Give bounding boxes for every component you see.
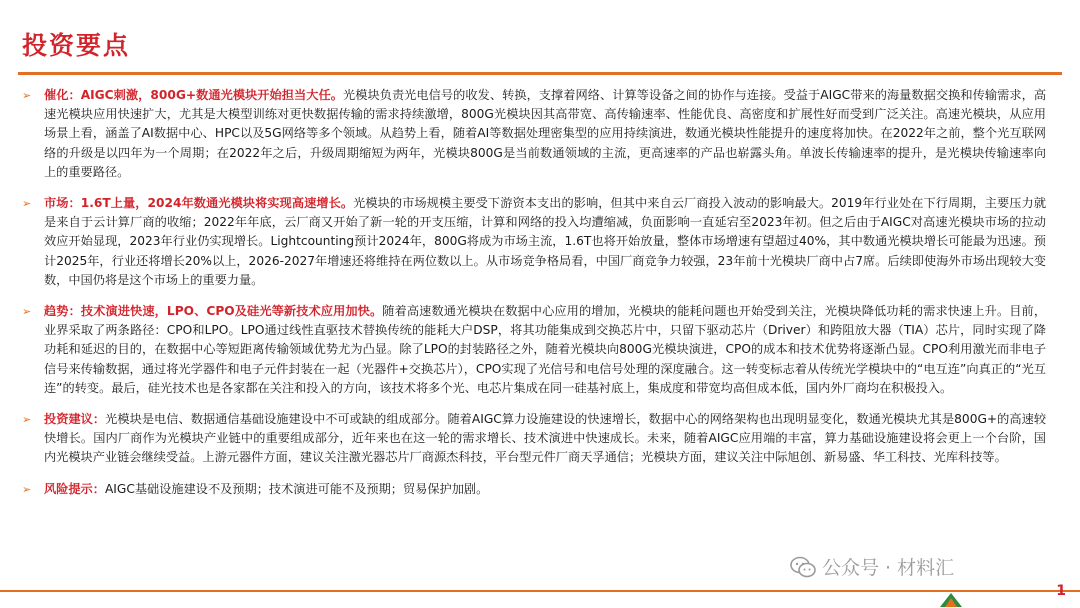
watermark [790,553,954,580]
bullet-lead: 投资建议： [44,412,106,427]
company-logo-icon [938,592,964,608]
bullet-catalyst [22,86,1046,182]
arrow-bullet-icon: ➢ [22,197,32,211]
page-title: 投资要点 [22,31,131,60]
key-points-list [22,86,1046,511]
bullet-body: 随着高速数通光模块在数据中心应用的增加，光模块的能耗问题也开始受到关注，光模块降低功耗的需求快速上升。目前，业界采取了两条路径：CPO和LPO。LPO通过线性直驱技术替换传统的能耗大户DSP，将其功能集成到交换芯片中，只留下驱动芯片（Driver）和跨阻放大器（TIA）芯片，同时实现了降功耗和延迟的目的，在数据中心等短距离传输领域优势尤为凸显。除了LPO的封装路径之外，随着光模块向800G光模块演进，CPO的成本和技术优势将逐渐凸显。CPO利用激光而非电子信号来传输数据，通过将光学器件和电子元件封装在一起（光器件+交换芯片），CPO实现了光信号和电信号处理的深度融合。这一转变标志着从传统光学模块中的“电互连”向真正的“光互连”的转变。最后，硅光技术也是各家都在关注和投入的方向，该技术将多个光、电芯片集成在同一硅基衬底上，集成度和带宽均高但成本低，国内外厂商均在积极投入。 [44,304,1047,395]
bullet-lead: 催化：AIGC刺激，800G+数通光模块开始担当大任。 [44,88,343,102]
title-divider [18,72,1062,75]
bullet-body: 光模块的市场规模主要受下游资本支出的影响，但其中来自云厂商投入波动的影响最大。2019年行业处在下行周期，主要压力就是来自于云计算厂商的收缩；2022年年底，云厂商又开始了新一轮的开支压缩，计算和网络的投入均遭缩减，负面影响一直延宕至2023年初。但之后由于AIGC对高速光模块市场的拉动效应开始显现，2023年行业仍实现增长。Lightcounting预计2024年，800G将成为市场主流，1.6T也将开始放量，整体市场增速有望超过40%，其中数通光模块增长可能最为迅速。预计2025年，行业还将增长20%以上，2026-2027年增速还将维持在两位数以上。从市场竞争格局看，中国厂商竞争力较强，23年前十光模块厂商中占7席。后续即使海外市场出现较大变数，中国仍将是这个市场上的重要力量。 [44,196,1047,287]
arrow-bullet-icon: ➢ [22,413,32,427]
bullet-body: AIGC基础设施建设不及预期；技术演进可能不及预期；贸易保护加剧。 [104,481,489,496]
bullet-lead: 风险提示： [44,481,105,496]
watermark-text: 公众号 · 材料汇 [822,557,955,579]
arrow-bullet-icon: ➢ [22,89,32,102]
wechat-icon [790,556,816,578]
bullet-body: 光模块是电信、数据通信基础设施建设中不可或缺的组成部分。随着AIGC算力设施建设的快速增长，数据中心的网络架构也出现明显变化，数通光模块尤其是800G+的高速较快增长。国内厂商作为光模块产业链中的重要组成部分，近年来也在这一轮的需求增长、技术演进中快速成长。未来，随着AIGC应用端的丰富，算力基础设施建设将会更上一个台阶，国内光模块产业链会继续受益。上游元器件方面，建议关注激光器芯片厂商源杰科技，平台型元件厂商天孚通信；光模块方面，建议关注中际旭创、新易盛、华工科技、光库科技等。 [44,412,1047,465]
bullet-risk [22,480,1046,499]
arrow-bullet-icon: ➢ [22,305,32,319]
bullet-body: 光模块负责光电信号的收发、转换，支撑着网络、计算等设备之间的协作与连接。受益于AIGC带来的海量数据交换和传输需求，高速光模块应用快速扩大，尤其是大模型训练对更快数据传输的需求持续激增，800G光模块因其高带宽、高传输速率、性能优良、高密度和扩展性好而受到广泛关注。高速光模块，从应用场景上看，涵盖了AI数据中心、HPC以及5G网络等多个领域。从趋势上看，随着AI等数据处理密集型的应用持续演进，数通光模块性能提升的速度将加快。在2022年之前，整个光互联网络的升级是以四年为一个周期；在2022年之后，升级周期缩短为两年，光模块800G是当前数通领域的主流，更高速率的产品也崭露头角。单波长传输速率的提升，是光模块传输速率向上的重要路径。 [44,88,1047,179]
footer-divider [0,590,1080,592]
bullet-trend [22,302,1046,398]
bullet-lead: 趋势：技术演进快速，LPO、CPO及硅光等新技术应用加快。 [44,304,383,319]
bullet-lead: 市场：1.6T上量，2024年数通光模块将实现高速增长。 [44,196,354,211]
page-number: 1 [1056,583,1066,599]
bullet-investment [22,410,1046,468]
bullet-market [22,194,1046,290]
arrow-bullet-icon: ➢ [22,482,32,496]
